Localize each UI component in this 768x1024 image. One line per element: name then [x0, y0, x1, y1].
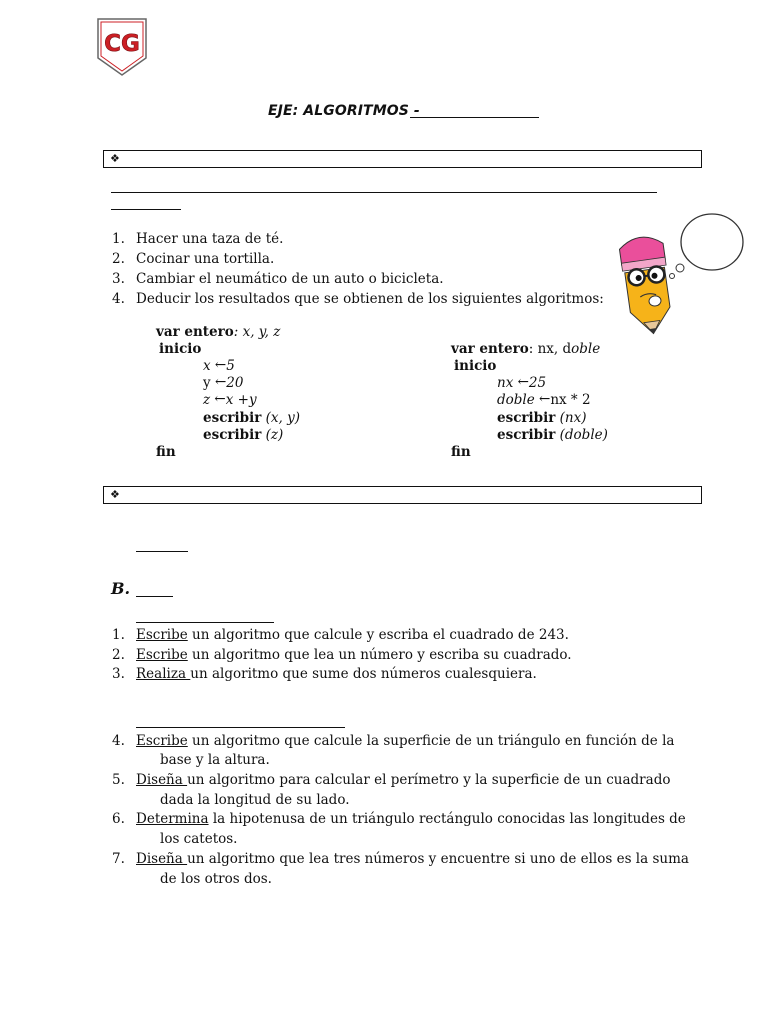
algo1-line: z ←x +y [203, 391, 257, 408]
assign-arrow-icon: ← [517, 374, 529, 390]
list-item-continuation: dada la longitud de su lado. [160, 792, 350, 808]
algo1-line: escribir (x, y) [203, 410, 300, 426]
list-item: 4. Escribe un algoritmo que calcule la superficie de un triángulo en función de la [112, 733, 675, 749]
list-item: 2. Escribe un algoritmo que lea un número y escriba su cuadrado. [112, 647, 572, 663]
blank-line [136, 596, 173, 597]
list-item-continuation: los catetos. [160, 831, 238, 847]
diamond-bullet-icon: ❖ [110, 488, 120, 501]
assign-arrow-icon: ← [539, 391, 551, 407]
list-item: 4. Deducir los resultados que se obtienen de los siguientes algoritmos: [112, 291, 604, 307]
page-title: EJE: ALGORITMOS - [268, 103, 420, 119]
list-item: 1. Hacer una taza de té. [112, 231, 284, 247]
section-b-label: B. [111, 579, 131, 598]
algo1-fin: fin [156, 444, 176, 460]
assign-arrow-icon: ← [214, 374, 227, 390]
blank-line [111, 192, 657, 193]
assign-arrow-icon: ← [214, 391, 226, 407]
diamond-bullet-icon: ❖ [110, 152, 120, 165]
list-item: 1. Escribe un algoritmo que calcule y escriba el cuadrado de 243. [112, 627, 569, 643]
list-item-continuation: base y la altura. [160, 752, 270, 768]
algo2-line: nx ←25 [497, 374, 547, 391]
list-item: 2. Cocinar una tortilla. [112, 251, 275, 267]
section-b-heading-box [103, 486, 702, 504]
list-item: 6. Determina la hipotenusa de un triángulo rectángulo conocidas las longitudes de [112, 811, 686, 827]
algo2-inicio: inicio [454, 358, 497, 374]
list-item: 5. Diseña un algoritmo para calcular el perímetro y la superficie de un cuadrado [112, 772, 671, 788]
title-blank-line [410, 117, 539, 118]
algo2-line: escribir (doble) [497, 427, 608, 443]
algo1-line: x ←5 [203, 357, 235, 374]
school-logo [97, 18, 147, 76]
algo1-line: escribir (z) [203, 427, 284, 443]
assign-arrow-icon: ← [214, 357, 227, 373]
list-item: 7. Diseña un algoritmo que lea tres números y encuentre si uno de ellos es la suma [112, 851, 689, 867]
section-a-heading-box [103, 150, 702, 168]
algo1-line: y ←20 [203, 374, 244, 391]
blank-line [136, 622, 274, 623]
blank-line [136, 727, 345, 728]
algo1-declaration: var entero: x, y, z [156, 324, 281, 340]
list-item: 3. Cambiar el neumático de un auto o bicicleta. [112, 271, 444, 287]
blank-line [136, 551, 188, 552]
algo1-inicio: inicio [159, 341, 202, 357]
algo2-line: doble ←nx * 2 [497, 391, 591, 408]
list-item-continuation: de los otros dos. [160, 871, 272, 887]
algo2-fin: fin [451, 444, 471, 460]
pencil-cartoon-icon [608, 210, 756, 340]
blank-line [111, 209, 181, 210]
list-item: 3. Realiza un algoritmo que sume dos números cualesquiera. [112, 666, 537, 682]
logo-text: CG [104, 31, 140, 57]
algo2-line: escribir (nx) [497, 410, 587, 426]
algo2-declaration: var entero: nx, doble [451, 341, 601, 357]
